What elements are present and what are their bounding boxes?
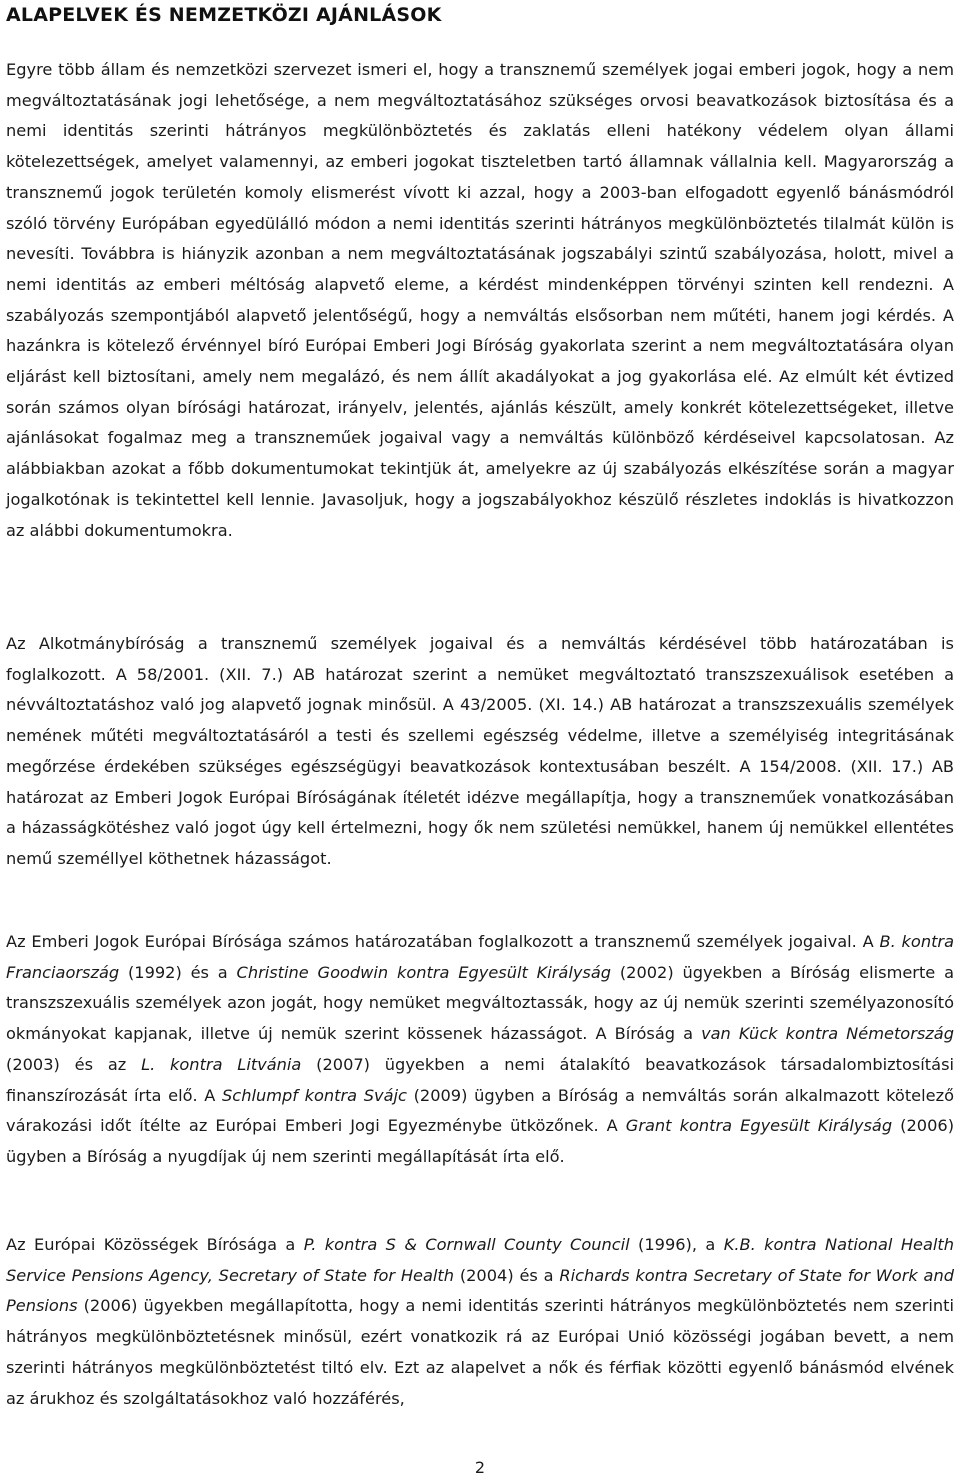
case-name: P. kontra S & Cornwall County Council xyxy=(303,1235,630,1254)
case-name: Grant kontra Egyesült Királyság xyxy=(625,1116,893,1136)
paragraph-constitutional-court: Az Alkotmánybíróság a transznemű személyek jogaival és a nemváltás kérdésével több határozatában is foglalkozott. A 58/2001. (XII. 7.) AB határozat szerint a nemüket megváltoztató transzszexuálisok esetében a névváltoztatáshoz való jog alapvető jognak minősül. A 43/2005. (XI. 14.) AB határozat a transzszexuális személyek nemének műtéti megváltoztatásáról a testi és szellemi egészség védelme, illetve a személyiség integritásának megőrzése érdekében szükséges egészségügyi beavatkozások kontextusában beszélt. A 154/2008. (XII. 17.) AB határozat az Emberi Jogok Európai Bíróságának ítéletét idézve megállapítja, hogy a transzneműek vonatkozásában a házasságkötéshez való jogot úgy kell értelmezni, hogy ők nem születési nemükkel, hanem új nemükkel ellentétes nemű személlyel köthetnek házasságot. xyxy=(6,634,954,868)
text-run: (2009) ügyben a Bíróság a nemváltás során alkalmazott kötelező várakozási időt ítélte az Európai Emberi Jogi Egyezménybe ütközőnek. A xyxy=(6,1085,954,1136)
case-name: K.B. kontra National Health Service Pensions Agency, Secretary of State for Health xyxy=(6,1235,954,1285)
page-number: 2 xyxy=(474,1458,486,1477)
text-run: (2006) ügyben a Bíróság a nyugdíjak új nem szerinti megállapítását írta elő. xyxy=(6,1116,955,1166)
case-name: Richards kontra Secretary of State for Work and Pensions xyxy=(6,1265,954,1316)
text-run: Az Emberi Jogok Európai Bírósága számos határozatában foglalkozott a transznemű személyek jogaival. A xyxy=(6,932,880,951)
paragraph-ecj xyxy=(6,1230,954,1414)
text-run: (1996), a xyxy=(629,1235,724,1254)
paragraph-echr xyxy=(6,927,954,1173)
text-run: Az Európai Közösségek Bírósága a xyxy=(6,1235,304,1254)
text-run: (2006) ügyekben megállapította, hogy a nemi identitás szerinti hátrányos megkülönböztetés nem szerinti hátrányos megkülönböztetésnek minősül, ezért vonatkozik rá az Európai Unió közösségi jogában bevett, a nem szerinti hátrányos megkülönböztetést tiltó elv. Ezt az alapelvet a nők és férfiak közötti egyenlő bánásmód elvének az árukhoz és szolgáltatásokhoz való hozzáférés, xyxy=(6,1296,954,1408)
text-run: (2003) és az xyxy=(6,1054,142,1074)
case-name: Schlumpf kontra Svájc xyxy=(222,1085,407,1105)
text-run: (2004) és a xyxy=(454,1265,560,1285)
section-title: ALAPELVEK ÉS NEMZETKÖZI AJÁNLÁSOK xyxy=(6,4,442,26)
text-run: (1992) és a xyxy=(119,962,237,982)
paragraph-intro: Egyre több állam és nemzetközi szervezet ismeri el, hogy a transznemű személyek jogai emberi jogok, hogy a nem megváltoztatásának jogi lehetősége, a nem megváltoztatásához szükséges orvosi beavatkozások biztosítása és a nemi identitás szerinti hátrányos megkülönböztetés és zaklatás elleni hatékony védelem olyan állami kötelezettségek, amelyet valamennyi, az emberi jogokat tiszteletben tartó államnak vállalnia kell. Magyarország a transznemű jogok területén komoly elismerést vívott ki azzal, hogy a 2003-ban elfogadott egyenlő bánásmódról szóló törvény Európában egyedülálló módon a nemi identitás szerinti hátrányos megkülönböztetés tilalmát külön is nevesíti. Továbbra is hiányzik azonban a nem megváltoztatásának jogszabályi szintű szabályozása, holott, mivel a nemi identitás az emberi méltóság alapvető eleme, a kérdést mindenképpen törvényi szinten kell rendezni. A szabályozás szempontjából alapvető jelentőségű, hogy a nemváltás elsősorban nem műtéti, hanem jogi kérdés. A hazánkra is kötelező érvénnyel bíró Európai Emberi Jogi Bíróság gyakorlata szerint a nem megváltoztatására olyan eljárást kell biztosítani, amely nem megalázó, és nem állít akadályokat a jog gyakorlása elé. Az elmúlt két évtized során számos olyan bírósági határozat, irányelv, jelentés, ajánlás készült, amely konkrét kötelezettségeket, illetve ajánlásokat fogalmaz meg a transzneműek jogaival vagy a nemváltás különböző kérdéseivel kapcsolatosan. Az alábbiakban azokat a főbb dokumentumokat tekintjük át, amelyekre az új szabályozás elkészítése során a magyar jogalkotónak is tekintettel kell lennie. Javasoljuk, hogy a jogszabályokhoz készülő részletes indoklás is hivatkozzon az alábbi dokumentumokra. xyxy=(6,60,954,540)
case-name: van Kück kontra Németország xyxy=(701,1024,954,1044)
text-run: (2007) ügyekben a nemi átalakító beavatkozások társadalombiztosítási finanszírozását írta elő. A xyxy=(6,1054,954,1105)
case-name: L. kontra Litvánia xyxy=(141,1054,302,1074)
text-run: (2002) ügyekben a Bíróság elismerte a transzszexuális személyek azon jogát, hogy nemüket megváltoztassák, hogy az új nemük szerinti személyazonosító okmányokat kapjanak, illetve új nemük szerint kössenek házasságot. A Bíróság a xyxy=(6,962,954,1044)
case-name: Christine Goodwin kontra Egyesült Királyság xyxy=(236,962,612,982)
case-name: B. kontra Franciaország xyxy=(6,932,954,982)
